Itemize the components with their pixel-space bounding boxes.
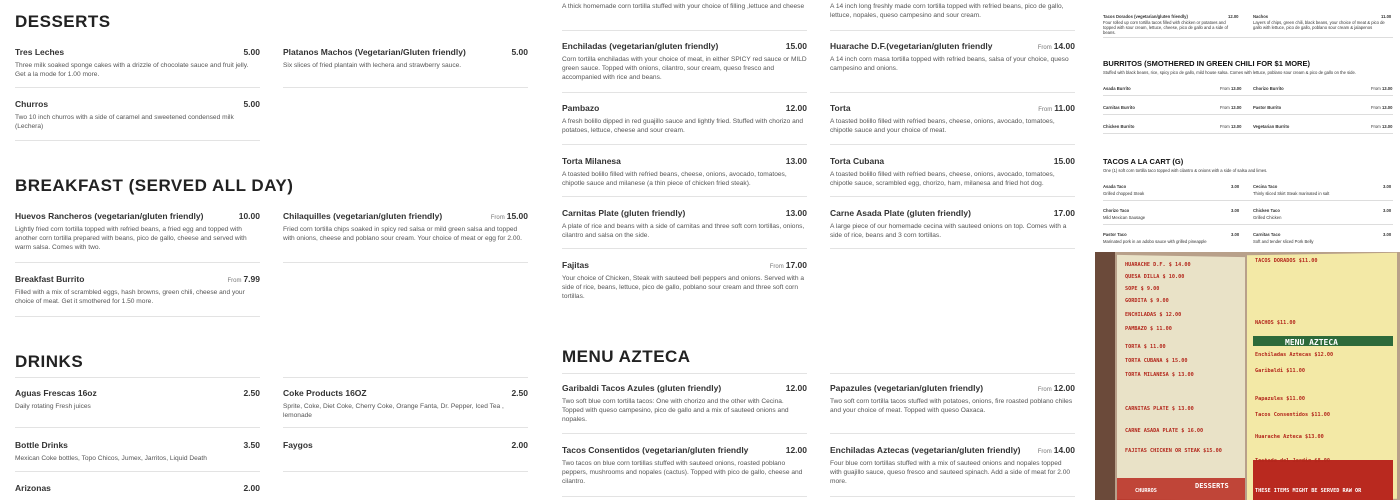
pdf-taco-name: Asada Taco <box>1103 184 1127 189</box>
item-price: 5.00 <box>243 47 260 57</box>
photo-line: FAJITAS CHICKEN OR STEAK $15.00 <box>1125 448 1222 454</box>
pdf-burrito-name: Pastor Burrito <box>1253 105 1282 110</box>
pdf-burrito-name: Carnitas Burrito <box>1103 105 1135 110</box>
menu-item-enchiladas[interactable] <box>562 41 807 83</box>
menu-item-huevos-rancheros[interactable] <box>15 211 260 253</box>
menu-item-torta-cubana[interactable] <box>830 156 1075 189</box>
price-value: 14.00 <box>1053 41 1075 51</box>
pdf-divider <box>1103 37 1393 38</box>
pdf-divider <box>1103 224 1393 225</box>
from-label: From <box>1371 105 1381 110</box>
item-desc: A toasted bolillo filled with refried beans, cheese, onions, avocado, tomatoes, chipotle sauce, scrambled egg, chorizo, ham, milanesa and fried hot dog. <box>830 171 1055 187</box>
divider <box>830 496 1075 497</box>
pdf-item-desc: Layers of chips, green chili, black beans, your choice of meat & pico de gallo with lettuce, pico de gallo, poblano sour cream & jalapenos <box>1253 20 1385 31</box>
menu-item-coke-products[interactable] <box>283 388 528 421</box>
photo-line: HUARACHE D.F. $ 14.00 <box>1125 262 1191 268</box>
menu-pdf-thumbnail[interactable] <box>1095 0 1400 252</box>
item-price <box>1038 41 1075 51</box>
menu-item-tres-leches[interactable] <box>15 47 260 80</box>
item-desc: A fresh bolillo dipped in red guajillo sauce and lightly fried. Stuffed with chorizo and potatoes, lettuce, cheese and sour cream. <box>562 118 804 134</box>
from-label: From <box>490 215 505 221</box>
item-desc: Four blue corn tortillas stuffed with a mix of sauteed onions and nopales topped with guajillo sauce, queso fresco and sauteed spinach. Add a side of meat for 2.00 more. <box>830 460 1071 485</box>
pdf-taco-price: 3.00 <box>1383 184 1392 189</box>
photo-line: Garibaldi $11.00 <box>1255 368 1305 374</box>
photo-line: TACOS DORADOS $11.00 <box>1255 258 1318 264</box>
price-value: 15.00 <box>506 211 528 221</box>
photo-line: CARNE ASADA PLATE $ 16.00 <box>1125 428 1204 434</box>
item-name: Carnitas Plate (gluten friendly) <box>562 208 686 218</box>
item-price: 2.00 <box>243 483 260 493</box>
from-label: From <box>769 264 784 270</box>
pdf-taco-name: Chicken Taco <box>1253 208 1280 213</box>
pdf-taco-price: 3.00 <box>1231 184 1240 189</box>
pdf-item-name: Tacos Dorados (vegetarian/gluten friendly) <box>1103 14 1188 19</box>
desserts-heading: DESSERTS <box>15 12 111 31</box>
menu-item-churros[interactable] <box>15 99 260 132</box>
from-label: From <box>1371 86 1381 91</box>
photo-line: ENCHILADAS $ 12.00 <box>1125 312 1182 318</box>
item-name: Fajitas <box>562 260 589 270</box>
pdf-divider <box>1103 114 1393 115</box>
item-price <box>227 274 260 284</box>
menu-azteca-heading: MENU AZTECA <box>562 347 691 366</box>
pdf-taco-name: Cecina Taco <box>1253 184 1278 189</box>
photo-line: THESE ITEMS MIGHT BE SERVED RAW OR <box>1255 488 1362 494</box>
price-value: 13.00 <box>1381 105 1393 110</box>
photo-line: Tacos Consentidos $11.00 <box>1255 412 1330 418</box>
pdf-item-name: Nachos <box>1253 14 1269 19</box>
pdf-taco-price: 3.00 <box>1231 208 1240 213</box>
item-price: 12.00 <box>785 103 807 113</box>
item-desc: A plate of rice and beans with a side of carnitas and three soft corn tortillas, onions, cilantro and salsa on the side. <box>562 223 805 239</box>
photo-line: Enchiladas Aztecas $12.00 <box>1255 352 1334 358</box>
price-value: 14.00 <box>1053 445 1075 455</box>
item-desc: A 14 inch long freshly made corn tortilla topped with refried beans, pico de gallo, lettuce, nopales, queso campesino and sour cream. <box>830 3 1064 19</box>
item-desc: Two tacos on blue corn tortillas stuffed with sauteed onions, roasted poblano peppers, mushrooms and nopales (cactus). Topped with pico de gallo, cheese and cilantro. <box>562 460 803 485</box>
menu-item-arizonas[interactable] <box>15 483 260 493</box>
item-price: 2.50 <box>243 388 260 398</box>
photo-line: PAMBAZO $ 11.00 <box>1125 326 1172 332</box>
photo-line: SOPE $ 9.00 <box>1125 286 1160 292</box>
divider <box>283 262 528 263</box>
divider <box>562 496 807 497</box>
pdf-burrito-name: Asada Burrito <box>1103 86 1131 91</box>
pdf-burritos-desc: Stuffed with black beans, rice, spicy pico de gallo, mild house salsa. Comes with lettuce, poblano sour cream & pico de gallo on the side. <box>1103 70 1356 75</box>
photo-line: GORDITA $ 9.00 <box>1125 298 1169 304</box>
item-price: 13.00 <box>785 208 807 218</box>
divider <box>830 92 1075 93</box>
price-value: 13.00 <box>1381 124 1393 129</box>
item-desc: Corn tortilla enchiladas with your choice of meat, in either SPICY red sauce or MILD green sauce. Topped with onions, cilantro, sour cream, queso fresco and accompanied with rice and beans. <box>562 56 807 81</box>
pdf-burrito-price <box>1220 86 1241 91</box>
item-price <box>491 211 528 221</box>
menu-item-breakfast-burrito[interactable] <box>15 274 260 307</box>
photo-line: TORTA $ 11.00 <box>1125 344 1166 350</box>
menu-item-carnitas-plate[interactable] <box>562 208 807 241</box>
item-desc: A large piece of our homemade cecina with sauteed onions on top. Comes with a side of rice, beans and 3 corn tortillas. <box>830 223 1067 239</box>
pdf-taco-name: Chorizo Taco <box>1103 208 1130 213</box>
photo-edge <box>1095 252 1115 500</box>
pdf-taco-desc: Grilled Chicken <box>1253 215 1282 220</box>
from-label: From <box>227 278 242 284</box>
divider <box>562 92 807 93</box>
menu-item-platanos-machos[interactable] <box>283 47 528 71</box>
pdf-taco-desc: Soft and tender sliced Pork Belly <box>1253 239 1314 244</box>
photo-line: DESSERTS <box>1195 482 1229 490</box>
pdf-taco-price: 3.00 <box>1383 208 1392 213</box>
pdf-burrito-price <box>1371 86 1392 91</box>
menu-item-pambazo[interactable] <box>562 103 807 136</box>
item-name: Churros <box>15 99 49 109</box>
item-price: 10.00 <box>238 211 260 221</box>
item-name: Torta <box>830 103 851 113</box>
from-label: From <box>1037 387 1052 393</box>
pdf-taco-desc: Thinly sliced Skirt Steak marinated in salt <box>1253 191 1330 196</box>
from-label: From <box>1371 124 1381 129</box>
pdf-taco-name: Pastor Taco <box>1103 232 1127 237</box>
item-name: Enchiladas Aztecas (vegetarian/gluten friendly) <box>830 445 1021 455</box>
item-price <box>770 260 807 270</box>
pdf-taco-desc: Grilled chopped Steak <box>1103 191 1145 196</box>
from-label: From <box>1037 45 1052 51</box>
menu-item-torta-milanesa[interactable] <box>562 156 807 189</box>
item-name: Torta Cubana <box>830 156 885 166</box>
pdf-item-price: 11.00 <box>1381 14 1392 19</box>
item-price: 12.00 <box>785 445 807 455</box>
drinks-heading: DRINKS <box>15 352 84 371</box>
item-desc: Daily rotating Fresh juices <box>15 403 91 410</box>
divider <box>15 262 260 263</box>
item-price <box>1038 383 1075 393</box>
divider <box>830 144 1075 145</box>
item-desc: Filled with a mix of scrambled eggs, hash browns, green chili, cheese and your choice of meat. Get it smothered for 1.50 more. <box>15 289 245 305</box>
pdf-divider <box>1103 133 1393 134</box>
item-name: Papazules (vegetarian/gluten friendly) <box>830 383 984 393</box>
price-value: 13.00 <box>1381 86 1393 91</box>
divider <box>562 196 807 197</box>
menu-item-garibaldi-tacos[interactable] <box>562 383 807 425</box>
price-value: 11.00 <box>1054 103 1075 113</box>
divider <box>562 30 807 31</box>
item-desc: Two 10 inch churros with a side of caramel and sweetened condensed milk (Lechera) <box>15 114 234 130</box>
item-price: 5.00 <box>243 99 260 109</box>
item-desc: A 14 inch corn masa tortilla topped with refried beans, salsa of your choice, queso campesino and onions. <box>830 56 1069 72</box>
item-price: 15.00 <box>1053 156 1075 166</box>
divider <box>562 144 807 145</box>
price-value: 17.00 <box>785 260 807 270</box>
price-value: 12.00 <box>1053 383 1075 393</box>
divider <box>15 140 260 141</box>
item-name: Breakfast Burrito <box>15 274 85 284</box>
divider <box>562 433 807 434</box>
menu-item-faygos[interactable] <box>283 440 528 450</box>
price-value: 13.00 <box>1230 105 1242 110</box>
pdf-item-desc: Four rolled up corn tortilla tacos filled with chicken or potatoes and topped with sour cream, lettuce, cheese, pico de gallo and a side of beans. <box>1103 20 1229 36</box>
item-price <box>1038 445 1075 455</box>
item-name: Arizonas <box>15 483 51 493</box>
from-label: From <box>1220 86 1230 91</box>
item-name: Bottle Drinks <box>15 440 68 450</box>
pdf-taco-price: 3.00 <box>1383 232 1392 237</box>
item-name: Garibaldi Tacos Azules (gluten friendly) <box>562 383 722 393</box>
item-price: 5.00 <box>511 47 528 57</box>
menu-item-bottle-drinks[interactable] <box>15 440 260 464</box>
menu-item-tacos-consentidos[interactable] <box>562 445 807 487</box>
item-desc: Three milk soaked sponge cakes with a drizzle of chocolate sauce and fruit jelly. Get a la mode for 1.00 more. <box>15 62 249 78</box>
pdf-burrito-price <box>1220 105 1241 110</box>
menu-item-carne-asada-plate[interactable] <box>830 208 1075 241</box>
menu-item-enchiladas-aztecas[interactable] <box>830 445 1075 487</box>
item-desc: A toasted bolillo filled with refried beans, cheese, onions, avocado, tomatoes, chipotle sauce and your choice of meat. <box>830 118 1055 134</box>
item-desc: Two soft corn tortilla tacos stuffed with potatoes, onions, fire roasted poblano chiles and your choice of meat. Topped with queso Oaxaca. <box>830 398 1073 414</box>
item-desc: Your choice of Chicken, Steak with sauteed bell peppers and onions. Served with a side of rice, beans, lettuce, pico de gallo, poblano sour cream and three soft corn tortillas. <box>562 275 805 300</box>
pdf-item-price: 12.00 <box>1228 14 1239 19</box>
menu-item-fajitas[interactable] <box>562 260 807 302</box>
menu-item-partial-top[interactable] <box>830 3 1075 21</box>
photo-line: TORTA CUBANA $ 15.00 <box>1125 358 1188 364</box>
item-desc: A toasted bolillo filled with refried beans, cheese, onions, avocado, tomatoes, chipotle sauce and milanese (a thin piece of chicken fried steak). <box>562 171 787 187</box>
divider <box>830 30 1075 31</box>
photo-line: Tostada del Jardin $8.00 <box>1255 458 1330 464</box>
pdf-burrito-price <box>1220 124 1241 129</box>
item-name: Aguas Frescas 16oz <box>15 388 97 398</box>
item-desc: Sprite, Coke, Diet Coke, Cherry Coke, Orange Fanta, Dr. Pepper, Iced Tea , lemonade <box>283 403 504 419</box>
divider <box>15 377 260 378</box>
divider <box>15 316 260 317</box>
item-name: Platanos Machos (Vegetarian/Gluten friendly) <box>283 47 466 57</box>
photo-line: Papazules $11.00 <box>1255 396 1305 402</box>
pdf-divider <box>1103 95 1393 96</box>
menu-item-aguas-frescas[interactable] <box>15 388 260 412</box>
menu-item-chilaquilles[interactable] <box>283 211 528 244</box>
divider <box>283 377 528 378</box>
pdf-burrito-name: Vegetarian Burrito <box>1253 124 1290 129</box>
pdf-burrito-name: Chicken Burrito <box>1103 124 1135 129</box>
menu-item-papazules[interactable] <box>830 383 1075 416</box>
pdf-burrito-name: Chorizo Burrito <box>1253 86 1284 91</box>
pdf-tacos-desc: One (1) soft corn tortilla taco topped with cilantro & onions with a side of salsa and limes. <box>1103 168 1268 173</box>
photo-line: Huarache Azteca $13.00 <box>1255 434 1324 440</box>
item-price: 17.00 <box>1053 208 1075 218</box>
pdf-burrito-price <box>1371 124 1392 129</box>
divider <box>283 471 528 472</box>
item-name: Huevos Rancheros (vegetarian/gluten friendly) <box>15 211 204 221</box>
divider <box>562 248 807 249</box>
item-price: 13.00 <box>785 156 807 166</box>
photo-line: NACHOS $11.00 <box>1255 320 1296 326</box>
pdf-burrito-price <box>1371 105 1392 110</box>
menu-board-photo[interactable] <box>1095 252 1400 500</box>
item-name: Carne Asada Plate (gluten friendly) <box>830 208 971 218</box>
pdf-taco-desc: Marinated pork in an adobo sauce with grilled pineapple <box>1103 239 1207 244</box>
from-label: From <box>1220 105 1230 110</box>
divider <box>15 427 260 428</box>
breakfast-heading: BREAKFAST (SERVED ALL DAY) <box>15 176 294 195</box>
item-price: 2.50 <box>511 388 528 398</box>
item-desc: Lightly fried corn tortilla topped with refried beans, a fried egg and topped with another corn tortilla prepared with beans, pico de gallo, cheese and served with warm salsa. Comes with two. <box>15 226 247 251</box>
item-price: 2.00 <box>511 440 528 450</box>
pdf-taco-price: 3.00 <box>1231 232 1240 237</box>
divider <box>15 471 260 472</box>
divider <box>283 427 528 428</box>
divider <box>562 373 807 374</box>
item-desc: Six slices of fried plantain with lechera and strawberry sauce. <box>283 62 462 69</box>
price-value: 13.00 <box>1230 86 1242 91</box>
item-name: Tres Leches <box>15 47 65 57</box>
pdf-burritos-heading: BURRITOS (SMOTHERED IN GREEN CHILI FOR $1 MORE) <box>1103 59 1310 68</box>
menu-item-huarache-df[interactable] <box>830 41 1075 74</box>
item-desc: A thick homemade corn tortilla stuffed with your choice of filling ,lettuce and cheese <box>562 3 805 10</box>
item-name: Tacos Consentidos (vegetarian/gluten friendly <box>562 445 749 455</box>
item-name: Huarache D.F.(vegetarian/gluten friendly <box>830 41 993 51</box>
divider <box>830 433 1075 434</box>
item-name: Enchiladas (vegetarian/gluten friendly) <box>562 41 719 51</box>
menu-item-partial-top[interactable] <box>562 3 807 12</box>
item-price: 15.00 <box>785 41 807 51</box>
photo-line: CARNITAS PLATE $ 13.00 <box>1125 406 1194 412</box>
item-name: Faygos <box>283 440 313 450</box>
item-name: Chilaquilles (vegetarian/gluten friendly) <box>283 211 443 221</box>
divider <box>830 373 1075 374</box>
item-desc: Mexican Coke bottles, Topo Chicos, Jumex, Jarritos, Liquid Death <box>15 455 207 462</box>
photo-line: CHURROS <box>1135 488 1157 494</box>
item-price: 12.00 <box>785 383 807 393</box>
menu-item-torta[interactable] <box>830 103 1075 136</box>
item-price <box>1038 103 1075 113</box>
pdf-divider <box>1103 200 1393 201</box>
photo-line: TORTA MILANESA $ 13.00 <box>1125 372 1194 378</box>
from-label: From <box>1037 449 1052 455</box>
divider <box>15 87 260 88</box>
item-desc: Fried corn tortilla chips soaked in spicy red salsa or mild green salsa and topped with onions, cheese and poblano sour cream. Your choice of meat or egg for 2.00. <box>283 226 522 242</box>
from-label: From <box>1038 107 1053 113</box>
divider <box>283 87 528 88</box>
divider <box>830 196 1075 197</box>
pdf-taco-desc: Mild Mexican Sausage <box>1103 215 1146 220</box>
item-name: Coke Products 16OZ <box>283 388 367 398</box>
photo-line: MENU AZTECA <box>1285 338 1338 347</box>
pdf-taco-name: Carnitas Taco <box>1253 232 1281 237</box>
item-name: Torta Milanesa <box>562 156 621 166</box>
price-value: 7.99 <box>243 274 260 284</box>
item-desc: Two soft blue corn tortilla tacos: One with chorizo and the other with Cecina. Topped with queso campesino, pico de gallo and a mix of sauteed onions and nopales. <box>562 398 789 423</box>
price-value: 13.00 <box>1230 124 1242 129</box>
photo-line: QUESA DILLA $ 10.00 <box>1125 274 1185 280</box>
item-price: 3.50 <box>243 440 260 450</box>
pdf-tacos-heading: TACOS A LA CART (G) <box>1103 157 1184 166</box>
from-label: From <box>1220 124 1230 129</box>
divider <box>830 248 1075 249</box>
item-name: Pambazo <box>562 103 600 113</box>
red-banner <box>1253 460 1393 500</box>
